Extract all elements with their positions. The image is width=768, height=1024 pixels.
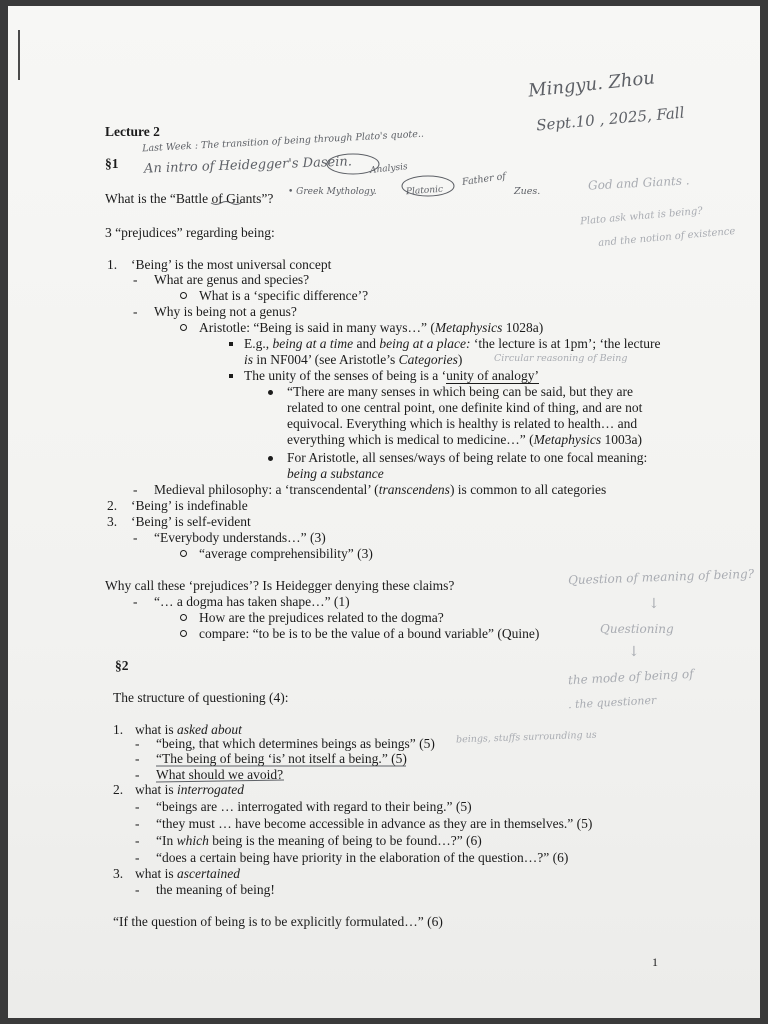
circle-bullet-icon — [180, 550, 187, 557]
list-item: “does a certain being have priority in the elaboration of the question…?” (6) — [156, 850, 569, 865]
dash-bullet: - — [133, 304, 138, 319]
handwritten-questioner: . the questioner — [567, 693, 657, 712]
quote-line-4: everything which is medical to medicine…” (Metaphysics 1003a) — [287, 432, 643, 447]
handwritten-god-giants: God and Giants . — [587, 173, 690, 193]
handwritten-last-week: Last Week : The transition of being through Plato's quote.. — [141, 128, 425, 155]
list-number: 3. — [113, 866, 124, 881]
dash-bullet: - — [135, 751, 140, 766]
dash-bullet: - — [135, 736, 140, 751]
circle-mark-dasein — [327, 154, 379, 174]
dash-bullet: - — [135, 882, 140, 897]
handwritten-question-meaning: Question of meaning of being? — [567, 566, 755, 588]
prejudice-3: ‘Being’ is self-evident — [131, 514, 251, 529]
list-number: 2. — [107, 498, 118, 513]
arrow-down-icon: ↓ — [648, 596, 660, 612]
dash-bullet: - — [133, 272, 138, 287]
handwritten-questioning: Questioning — [600, 622, 674, 636]
prejudice-1: ‘Being’ is the most universal concept — [131, 257, 332, 272]
circle-bullet-icon — [180, 614, 187, 621]
list-item: “they must … have become accessible in advance as they are in themselves.” (5) — [156, 816, 593, 831]
circle-bullet-icon — [180, 630, 187, 637]
list-number: 3. — [107, 514, 118, 529]
dot-bullet-icon — [268, 456, 273, 461]
quote-line-2: related to one central point, one definite kind of thing, and are not — [287, 400, 643, 415]
handwritten-intro: An intro of Heidegger's Dasein. — [143, 154, 353, 177]
page-number: 1 — [652, 955, 658, 969]
dot-bullet-icon — [268, 390, 273, 395]
circle-mark-platonic — [402, 176, 454, 196]
square-bullet-icon — [229, 342, 233, 346]
dash-bullet: - — [135, 850, 140, 865]
list-item: the meaning of being! — [156, 882, 275, 897]
unity-line: The unity of the senses of being is a ‘unity of analogy’ — [244, 368, 540, 383]
handwritten-mode-of-being: the mode of being of — [567, 666, 694, 688]
circle-bullet-icon — [180, 292, 187, 299]
list-number: 2. — [113, 782, 124, 797]
list-item: “beings are … interrogated with regard to their being.” (5) — [156, 799, 472, 814]
list-item: What should we avoid? — [156, 767, 284, 782]
list-item: Why is being not a genus? — [154, 304, 297, 319]
prejudice-2: ‘Being’ is indefinable — [131, 498, 248, 513]
circle-bullet-icon — [180, 324, 187, 331]
example-line-1: E.g., being at a time and being at a place: ‘the lecture is at 1pm’; ‘the lecture — [244, 336, 661, 351]
medieval-line: Medieval philosophy: a ‘transcendental’ (transcendens) is common to all categories — [154, 482, 607, 497]
list-item: compare: “to be is to be the value of a bound variable” (Quine) — [199, 626, 540, 641]
list-item: “… a dogma has taken shape…” (1) — [154, 594, 350, 609]
focal-line-1: For Aristotle, all senses/ways of being relate to one focal meaning: — [287, 450, 648, 465]
arrow-down-icon: ↓ — [628, 644, 640, 660]
why-prejudices: Why call these ‘prejudices’? Is Heidegger denying these claims? — [105, 578, 455, 593]
dash-bullet: - — [135, 767, 140, 782]
section-2-heading: §2 — [115, 658, 129, 673]
dash-bullet: - — [135, 833, 140, 848]
handwritten-circular-reasoning: Circular reasoning of Being — [494, 353, 628, 364]
handwritten-date: Sept.10 , 2025, Fall — [535, 103, 686, 135]
quote-line-1: “There are many senses in which being can be said, but they are — [287, 384, 633, 399]
dash-bullet: - — [133, 530, 138, 545]
handwritten-platonic: Platonic — [405, 184, 444, 198]
list-item: How are the prejudices related to the dogma? — [199, 610, 444, 625]
list-item: “In which being is the meaning of being to be found…?” (6) — [156, 833, 482, 848]
dash-bullet: - — [135, 799, 140, 814]
section-1-heading: §1 — [105, 156, 119, 171]
final-quote: “If the question of being is to be explicitly formulated…” (6) — [113, 914, 443, 929]
question-battle-of-giants: What is the “Battle of Giants”? — [105, 191, 274, 206]
structure-item-2: what is interrogated — [135, 782, 244, 797]
handwritten-analysis: Analysis — [369, 162, 409, 176]
list-item: “average comprehensibility” (3) — [199, 546, 373, 561]
scanned-page — [8, 6, 760, 1018]
handwritten-father-of: Father of — [461, 170, 507, 189]
structure-heading: The structure of questioning (4): — [113, 690, 289, 705]
handwritten-greek-mythology: • Greek Mythology. — [288, 187, 377, 197]
structure-item-1: what is asked about — [135, 722, 242, 737]
example-line-2: is in NF004’ (see Aristotle’s Categories) — [244, 352, 463, 367]
lecture-title: Lecture 2 — [105, 124, 160, 139]
handwritten-plato-asks-2: and the notion of existence — [597, 226, 736, 249]
list-item: “The being of being ‘is’ not itself a being.” (5) — [156, 751, 407, 766]
list-item: What is a ‘specific difference’? — [199, 288, 369, 303]
list-number: 1. — [113, 722, 124, 737]
handwritten-beings-stuffs: beings, stuffs surrounding us — [455, 729, 597, 746]
prejudices-heading: 3 “prejudices” regarding being: — [105, 225, 275, 240]
dash-bullet: - — [133, 594, 138, 609]
focal-line-2: being a substance — [287, 466, 384, 481]
handwritten-name: Mingyu. Zhou — [527, 67, 656, 102]
quote-line-3: equivocal. Everything which is healthy is related to health… and — [287, 416, 638, 431]
structure-item-3: what is ascertained — [135, 866, 240, 881]
handwritten-zues: Zues. — [514, 186, 541, 197]
list-item: What are genus and species? — [154, 272, 310, 287]
list-item: “being, that which determines beings as beings” (5) — [156, 736, 435, 751]
dash-bullet: - — [135, 816, 140, 831]
list-item: “Everybody understands…” (3) — [154, 530, 326, 545]
aristotle-line: Aristotle: “Being is said in many ways…” (Metaphysics 1028a) — [199, 320, 544, 335]
list-number: 1. — [107, 257, 118, 272]
dash-bullet: - — [133, 482, 138, 497]
handwritten-plato-asks-1: Plato ask what is being? — [579, 205, 704, 228]
square-bullet-icon — [229, 374, 233, 378]
